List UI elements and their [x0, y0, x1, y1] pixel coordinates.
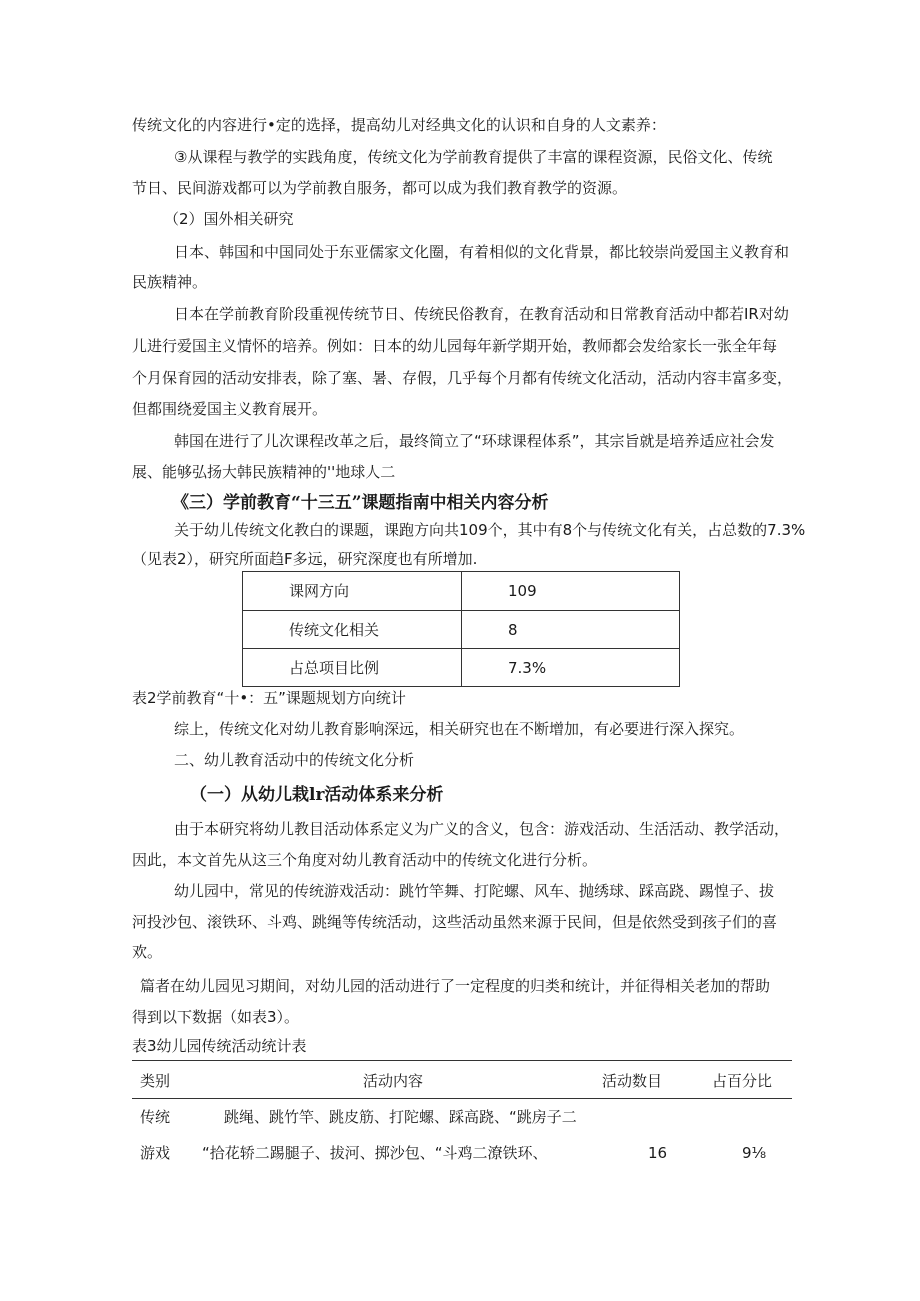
table-header-category: 类别	[140, 1072, 171, 1090]
paragraph-line: 个月保育园的活动安排表，除了塞、暑、存假，几乎每个月都有传统文化活动，活动内容丰富多变，	[132, 369, 793, 387]
paragraph-line: ③从课程与教学的实践角度，传统文化为学前教育提供了丰富的课程资源，民俗文化、传统	[174, 148, 773, 166]
paragraph-line: 日本、韩国和中国同处于东亚儒家文化圈，有着相似的文化背景，都比较崇尚爱国主义教育和	[174, 243, 790, 261]
paragraph-line: 由于本研究将幼儿教目活动体系定义为广义的含义，包含：游戏活动、生活活动、教学活动，	[174, 820, 790, 838]
table-row	[243, 572, 679, 610]
table-cell-percent: 9⅛	[742, 1144, 767, 1162]
table-header-percent: 占百分比	[712, 1072, 773, 1090]
paragraph-line: 幼儿园中，常见的传统游戏活动：跳竹竿舞、打陀螺、风车、抛绣球、踩高跷、踢惶子、拔	[174, 882, 775, 900]
paragraph-line: 传统文化的内容进行•定的选择，提高幼儿对经典文化的认识和自身的人文素养：	[132, 116, 666, 134]
table-cell-label: 课网方向	[289, 582, 350, 600]
table-cell-category: 游戏	[140, 1144, 171, 1162]
paragraph-line: 展、能够弘扬大韩民族精神的''地球人二	[132, 463, 396, 481]
table-2	[242, 571, 680, 687]
paragraph-line: 综上，传统文化对幼儿教育影响深远，相关研究也在不断增加，有必要进行深入探究。	[174, 720, 745, 738]
table-rule-header	[132, 1098, 792, 1099]
table-rule-top	[132, 1060, 792, 1061]
paragraph-line: 关于幼儿传统文化教白的课题，课跑方向共109个，其中有8个与传统文化有关，占总数的7.3%	[174, 521, 806, 539]
table-cell-value: 7.3%	[508, 659, 547, 677]
table-cell-label: 传统文化相关	[289, 621, 380, 639]
table-row	[243, 610, 679, 649]
paragraph-line: 河投沙包、滚铁环、斗鸡、跳绳等传统活动，这些活动虽然来源于民间，但是依然受到孩子们的喜	[132, 913, 778, 931]
table-cell-value: 109	[508, 582, 537, 600]
table-cell-value: 8	[508, 621, 518, 639]
section-heading: 《三）学前教育“十三五”课题指南中相关内容分析	[172, 493, 549, 513]
paragraph-line: 得到以下数据（如表3）。	[132, 1008, 300, 1026]
paragraph-line: 因此，本文首先从这三个角度对幼儿教育活动中的传统文化进行分析。	[132, 851, 598, 869]
paragraph-line: 但都围绕爱国主义教育展开。	[132, 400, 328, 418]
section-subheading: 二、幼儿教育活动中的传统文化分析	[174, 751, 415, 769]
paragraph-line: 节日、民间游戏都可以为学前教自服务，都可以成为我们教育教学的资源。	[132, 179, 628, 197]
paragraph-line: 韩国在进行了儿次课程改革之后，最终简立了“环球课程体系”，其宗旨就是培养适应社会发	[174, 432, 775, 450]
table-caption: 表2学前教育“十•：五”课题规划方向统计	[132, 689, 406, 707]
paragraph-line: 欢。	[132, 943, 163, 961]
section-subheading: （2）国外相关研究	[164, 210, 294, 228]
table-row	[243, 648, 679, 687]
paragraph-line: 儿进行爱国主义情怀的培养。例如：日本的幼儿园每年新学期开始，教师都会发给家长一张全年每	[132, 337, 778, 355]
section-heading: （一）从幼儿栽lr活动体系来分析	[190, 785, 444, 805]
table-cell-category: 传统	[140, 1108, 171, 1126]
paragraph-line: 日本在学前教育阶段重视传统节日、传统民俗教育，在教育活动和日常教育活动中都若IR对幼	[174, 305, 789, 323]
paragraph-line: 民族精神。	[132, 273, 208, 291]
table-header-count: 活动数目	[602, 1072, 663, 1090]
paragraph-line: （见表2），研究所面趋F多远，研究深度也有所增加.	[132, 550, 478, 568]
table-cell-content: 跳绳、跳竹竿、跳皮筋、打陀螺、踩高跷、“跳房子二	[224, 1108, 577, 1126]
paragraph-line: 篇者在幼儿园见习期间，对幼儿园的活动进行了一定程度的归类和统计，并征得相关老加的帮助	[140, 977, 771, 995]
table-cell-label: 占总项目比例	[289, 659, 380, 677]
table-cell-content: “拾花轿二踢腿子、拔河、掷沙包、“斗鸡二潦铁环、	[202, 1144, 548, 1162]
table-cell-count: 16	[648, 1144, 668, 1162]
table-header-content: 活动内容	[363, 1072, 424, 1090]
table-caption: 表3幼儿园传统活动统计表	[132, 1037, 307, 1055]
